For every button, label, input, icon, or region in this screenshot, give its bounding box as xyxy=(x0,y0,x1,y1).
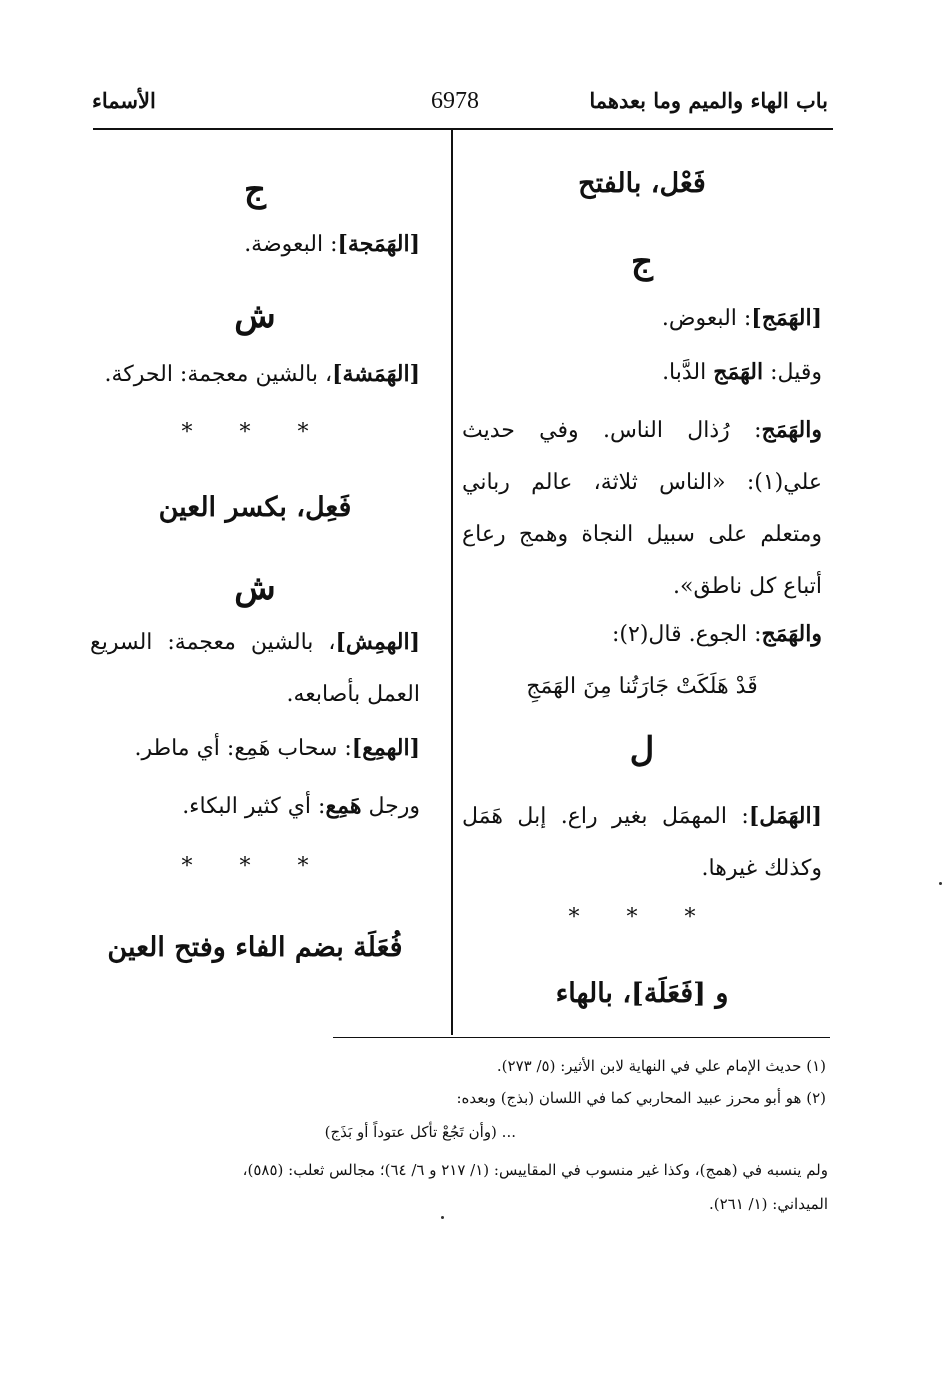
section-heading-fuala: فُعَلَة بضم الفاء وفتح العين xyxy=(107,932,403,963)
entry-hamaj-1 xyxy=(462,292,822,345)
footnote-1: (١) حديث الإمام علي في النهاية لابن الأثير: (٥/ ٢٧٣). xyxy=(496,1057,826,1075)
definition: : المهمَل بغير راع. إبل هَمَل وكذلك غيرها. xyxy=(462,804,822,881)
headword: والهَمَج xyxy=(761,417,822,443)
column-divider xyxy=(451,130,453,1035)
running-head-left: الأسماء xyxy=(92,88,156,113)
entry-hamal xyxy=(462,790,822,895)
definition: ، بالشين معجمة: الحركة. xyxy=(104,362,333,387)
headword: الهَمَج xyxy=(713,359,764,385)
entry-hamaj-2 xyxy=(462,346,822,399)
headword: [الهَمَشة] xyxy=(332,361,420,387)
footnote-rule xyxy=(333,1037,830,1038)
footnote-3-continued: الميداني: (١/ ٢٦١). xyxy=(708,1195,828,1213)
letter-jim-left: ج xyxy=(244,170,266,210)
definition-prefix: وقيل: xyxy=(770,360,822,385)
definition: الدَّبا. xyxy=(662,360,707,385)
section-heading-fath: فَعْل، بالفتح xyxy=(578,168,706,199)
headword: هَمِع xyxy=(325,793,362,819)
definition: : البعوض. xyxy=(661,306,752,331)
definition: : رُذال الناس. وفي حديث علي(١): «الناس ثلاثة، عالم رباني ومتعلم على سبيل النجاة وهمج رعاع أتباع كل ناطق». xyxy=(462,418,822,599)
entry-hamasha xyxy=(90,348,420,401)
entry-hamaja xyxy=(90,218,420,271)
separator-stars-left-2: * * * xyxy=(181,854,329,879)
headword: [الهَمَل] xyxy=(748,803,822,829)
headword: [الهمِش] xyxy=(335,629,420,655)
separator-stars-right: * * * xyxy=(568,905,716,930)
letter-shin-1: ش xyxy=(234,296,276,336)
entry-hamaj-4 xyxy=(462,608,822,661)
letter-lam: ل xyxy=(629,730,655,770)
footnote-2: (٢) هو أبو محرز عبيد المحاربي كما في اللسان (بذج) وبعده: xyxy=(456,1089,826,1107)
headword: [الهَمَجة] xyxy=(337,231,420,257)
verse-line: قَدْ هَلَكَتْ جَارَتُنا مِنَ الهَمَجِ xyxy=(526,674,758,699)
definition: : البعوضة. xyxy=(244,232,338,257)
entry-hamaj-3 xyxy=(462,404,822,613)
entry-hamish xyxy=(90,616,420,721)
section-heading-faala-ha: و [فَعَلَة]، بالهاء xyxy=(555,978,729,1009)
entry-hami-1 xyxy=(90,722,420,775)
letter-shin-2: ش xyxy=(234,568,276,608)
separator-stars-left-1: * * * xyxy=(181,420,329,445)
section-heading-kasr: فَعِل، بكسر العين xyxy=(158,492,352,523)
definition: : الجوع. قال(٢): xyxy=(611,622,762,647)
page-number: 6978 xyxy=(431,88,479,114)
entry-hami-2 xyxy=(90,780,420,833)
running-head-right: باب الهاء والميم وما بعدهما xyxy=(589,88,828,113)
headword: والهَمَج xyxy=(761,621,822,647)
definition: : أي كثير البكاء. xyxy=(182,794,326,819)
footnote-2-verse: ... (وأن تَجُعْ تأكل عتوداً أو بَذَج) xyxy=(324,1123,516,1141)
footnote-3: ولم ينسبه في (همج)، وكذا غير منسوب في المقاييس: (١/ ٢١٧ و ٦/ ٦٤)؛ مجالس ثعلب: (٥٨٥)، xyxy=(242,1161,828,1179)
scan-speck xyxy=(939,882,942,885)
headword: [الهمِع] xyxy=(351,735,420,761)
scan-speck xyxy=(441,1216,444,1219)
letter-jim-right: ج xyxy=(631,242,653,282)
headword: [الهَمَج] xyxy=(751,305,822,331)
definition: ، بالشين معجمة: السريع العمل بأصابعه. xyxy=(90,630,420,707)
header-rule xyxy=(93,128,833,130)
definition-prefix: ورجل xyxy=(368,794,420,819)
definition: : سحاب هَمِع: أي ماطر. xyxy=(134,736,352,761)
